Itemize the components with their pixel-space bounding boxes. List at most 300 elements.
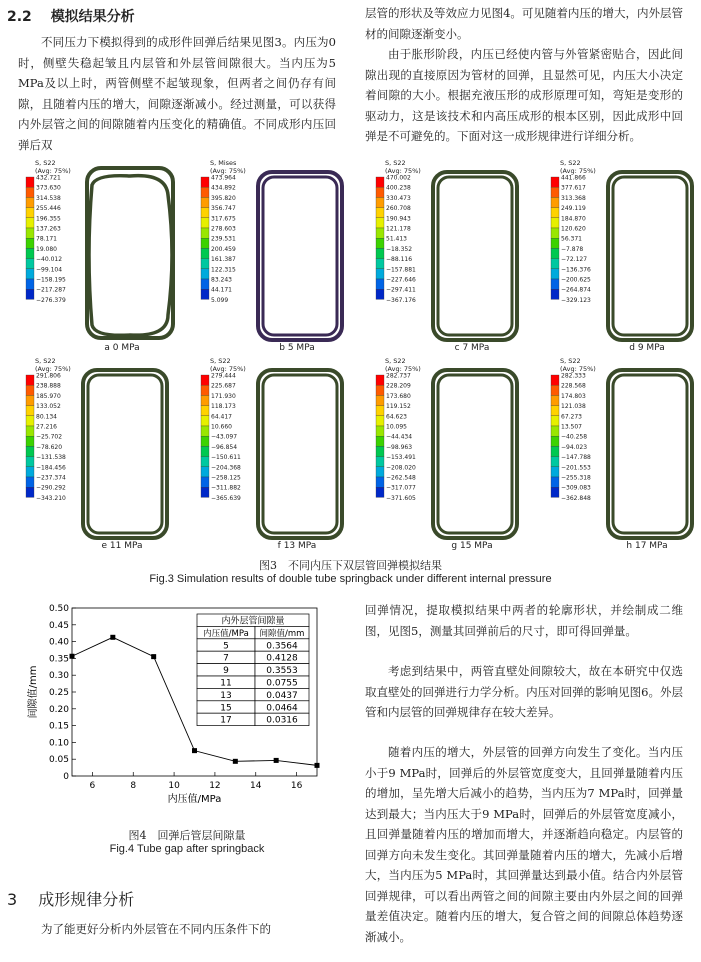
table-value: 13 bbox=[220, 690, 232, 701]
legend-value: 255.446 bbox=[36, 205, 61, 213]
right-bottom-paragraph-2: 考虑到结果中，两管直壁处间隙较大，故在本研究中仅选取直壁处的回弹进行力学分析。内压对回弹的影响见图6。外层管和内层管的回弹规律存在较大差异。 bbox=[365, 664, 683, 719]
legend-color-band bbox=[26, 375, 34, 385]
panel-label: b 5 MPa bbox=[279, 343, 315, 353]
panel-label: d 9 MPa bbox=[629, 343, 665, 353]
panel-label: c 7 MPa bbox=[454, 343, 490, 353]
legend-color-band bbox=[201, 187, 209, 197]
legend-value: 278.603 bbox=[211, 225, 236, 233]
y-tick-label: 0.50 bbox=[48, 604, 69, 614]
x-tick-label: 14 bbox=[250, 781, 262, 791]
legend-color-band bbox=[201, 279, 209, 289]
legend-color-band bbox=[26, 487, 34, 497]
legend-value: 239.531 bbox=[211, 235, 236, 243]
legend-value: 377.617 bbox=[561, 184, 586, 192]
legend-color-band bbox=[201, 248, 209, 258]
legend-color-band bbox=[551, 208, 559, 218]
data-point bbox=[315, 763, 320, 768]
legend-subtitle: (Avg: 75%) bbox=[385, 365, 421, 373]
legend-value: −200.625 bbox=[561, 276, 591, 284]
legend-color-band bbox=[201, 477, 209, 487]
legend-color-band bbox=[26, 177, 34, 187]
legend-color-band bbox=[201, 426, 209, 436]
legend-value: −343.210 bbox=[36, 494, 66, 502]
x-tick-label: 8 bbox=[130, 781, 137, 791]
legend-color-band bbox=[551, 269, 559, 279]
legend-color-band bbox=[26, 197, 34, 207]
legend-value: 133.052 bbox=[36, 403, 61, 411]
legend-color-band bbox=[376, 289, 384, 299]
table-value: 17 bbox=[220, 715, 232, 726]
legend-color-band bbox=[26, 238, 34, 248]
legend-color-band bbox=[551, 446, 559, 456]
legend-value: 260.708 bbox=[386, 205, 411, 213]
legend-value: −262.548 bbox=[386, 474, 416, 482]
legend-color-band bbox=[376, 395, 384, 405]
legend-subtitle: (Avg: 75%) bbox=[35, 167, 71, 175]
legend-color-band bbox=[376, 228, 384, 238]
figure-4-caption-zh: 图4 回弹后管层间隙量 bbox=[128, 829, 246, 842]
legend-value: −297.411 bbox=[386, 286, 416, 294]
legend-color-band bbox=[551, 197, 559, 207]
y-tick-label: 0.25 bbox=[48, 688, 69, 698]
legend-value: 432.721 bbox=[36, 174, 61, 182]
legend-value: −98.963 bbox=[386, 443, 413, 451]
legend-color-band bbox=[551, 416, 559, 426]
legend-color-band bbox=[551, 487, 559, 497]
legend-value: −96.854 bbox=[211, 443, 238, 451]
legend-value: −25.702 bbox=[36, 433, 63, 441]
table-value: 0.4128 bbox=[266, 653, 298, 664]
legend-color-band bbox=[26, 208, 34, 218]
inner-tube bbox=[88, 375, 162, 533]
legend-color-band bbox=[551, 385, 559, 395]
y-tick-label: 0.35 bbox=[48, 654, 69, 665]
data-point bbox=[110, 635, 115, 640]
panel-label: g 15 MPa bbox=[451, 541, 493, 551]
legend-value: 184.870 bbox=[561, 215, 586, 223]
legend-value: 190.943 bbox=[386, 215, 411, 223]
table-header: 间隙值/mm bbox=[259, 628, 305, 639]
legend-title: S, S22 bbox=[385, 357, 406, 365]
legend-color-band bbox=[201, 457, 209, 467]
legend-color-band bbox=[551, 248, 559, 258]
section-number: 3 bbox=[7, 890, 18, 909]
legend-color-band bbox=[26, 436, 34, 446]
legend-value: 80.134 bbox=[36, 413, 57, 421]
legend-color-band bbox=[201, 446, 209, 456]
legend-color-band bbox=[26, 406, 34, 416]
x-tick-label: 10 bbox=[168, 781, 180, 791]
legend-color-band bbox=[26, 446, 34, 456]
inner-tube bbox=[263, 177, 337, 335]
legend-color-band bbox=[201, 259, 209, 269]
legend-value: 441.866 bbox=[561, 174, 586, 182]
legend-value: 51.413 bbox=[386, 235, 407, 243]
legend-value: 330.473 bbox=[386, 194, 411, 202]
legend-color-band bbox=[376, 436, 384, 446]
legend-value: 228.568 bbox=[561, 382, 586, 390]
legend-color-band bbox=[201, 197, 209, 207]
y-axis-label: 间隙值/mm bbox=[28, 665, 39, 719]
table-value: 9 bbox=[223, 666, 229, 677]
outer-tube bbox=[608, 172, 692, 340]
legend-color-band bbox=[26, 279, 34, 289]
outer-tube bbox=[258, 370, 342, 538]
legend-color-band bbox=[201, 375, 209, 385]
legend-color-band bbox=[551, 406, 559, 416]
legend-color-band bbox=[551, 289, 559, 299]
legend-value: 171.930 bbox=[211, 392, 236, 400]
legend-subtitle: (Avg: 75%) bbox=[560, 167, 596, 175]
y-tick-label: 0 bbox=[63, 772, 69, 782]
legend-title: S, S22 bbox=[385, 159, 406, 167]
table-value: 0.3564 bbox=[266, 641, 298, 652]
legend-value: −150.611 bbox=[211, 454, 241, 462]
legend-color-band bbox=[551, 426, 559, 436]
legend-value: 122.315 bbox=[211, 266, 236, 274]
left-top-paragraph: 不同压力下模拟得到的成形件回弹后结果见图3。内压为0时，侧壁失稳起皱且内层管和外层管间隙很大。当内压为5 MPa及以上时，两管侧壁不起皱现象，但两者之间仍存有间隙，且随着内压的增大，间隙逐渐减小。经过测量，可以获得内外层管之间的间隙随着内压变化的精确值。不同成形内压回弹后双 bbox=[18, 35, 336, 152]
legend-value: 27.216 bbox=[36, 423, 57, 431]
table-value: 0.0755 bbox=[266, 678, 298, 689]
panel-label: h 17 MPa bbox=[626, 541, 668, 551]
legend-value: −201.553 bbox=[561, 464, 591, 472]
legend-color-band bbox=[201, 406, 209, 416]
legend-value: −78.620 bbox=[36, 443, 63, 451]
legend-value: 282.737 bbox=[386, 372, 411, 380]
legend-color-band bbox=[376, 446, 384, 456]
legend-value: 196.355 bbox=[36, 215, 61, 223]
data-point bbox=[233, 759, 238, 764]
legend-value: 10.095 bbox=[386, 423, 407, 431]
legend-title: S, S22 bbox=[35, 357, 56, 365]
legend-value: −88.116 bbox=[386, 256, 413, 264]
outer-tube bbox=[87, 168, 173, 338]
legend-color-band bbox=[551, 259, 559, 269]
y-tick-label: 0.10 bbox=[48, 738, 69, 749]
outer-tube bbox=[83, 370, 167, 538]
panel-label: a 0 MPa bbox=[104, 343, 140, 353]
data-point bbox=[274, 758, 279, 763]
table-value: 0.0316 bbox=[266, 715, 298, 726]
legend-color-band bbox=[201, 228, 209, 238]
legend-color-band bbox=[26, 218, 34, 228]
legend-color-band bbox=[376, 477, 384, 487]
legend-subtitle: (Avg: 75%) bbox=[560, 365, 596, 373]
legend-value: 121.038 bbox=[561, 403, 586, 411]
figure-3-panel bbox=[376, 159, 517, 353]
inner-tube bbox=[613, 375, 687, 533]
legend-color-band bbox=[551, 187, 559, 197]
data-point bbox=[70, 654, 75, 659]
legend-color-band bbox=[376, 197, 384, 207]
legend-value: 121.178 bbox=[386, 225, 411, 233]
inner-tube bbox=[89, 176, 172, 336]
legend-value: 185.970 bbox=[36, 392, 61, 400]
legend-value: −158.195 bbox=[36, 276, 66, 284]
right-top-paragraph-1: 层管的形状及等效应力见图4。可见随着内压的增大，内外层管材的间隙逐渐变小。 bbox=[365, 6, 683, 41]
legend-color-band bbox=[376, 487, 384, 497]
section-number: 2.2 bbox=[7, 9, 32, 25]
right-bottom-paragraph-3: 随着内压的增大，外层管的回弹方向发生了变化。当内压小于9 MPa时，回弹后的外层管宽度变大，且回弹量随着内压的增加，呈先增大后减小的趋势，当内压为7 MPa时，回弹量达到最大；当内压大于9 MPa时，回弹后的外层管宽度减小，且回弹量随着内压的增加而增大，并逐渐趋向稳定。内层管的回弹方向未发生变化。其回弹量随着内压的增大，先减小后增大，当内压为5 MPa时，其回弹量达到最小值。结合内外层管回弹规律，可以看出两管之间的间隙主要由内外层之间的回弹量差值决定。随着内压的增大，复合管之间的间隙总体趋势逐渐减小。 bbox=[365, 745, 683, 944]
legend-color-band bbox=[201, 487, 209, 497]
panel-label: e 11 MPa bbox=[101, 541, 143, 551]
legend-color-band bbox=[26, 457, 34, 467]
inner-tube bbox=[263, 375, 337, 533]
legend-color-band bbox=[26, 259, 34, 269]
outer-tube bbox=[433, 370, 517, 538]
data-point bbox=[151, 654, 156, 659]
legend-color-band bbox=[376, 269, 384, 279]
y-tick-label: 0.45 bbox=[48, 620, 69, 631]
legend-color-band bbox=[551, 279, 559, 289]
legend-value: 173.680 bbox=[386, 392, 411, 400]
legend-value: −276.379 bbox=[36, 296, 66, 304]
legend-value: −367.176 bbox=[386, 296, 416, 304]
table-value: 11 bbox=[220, 678, 232, 689]
legend-value: −365.639 bbox=[211, 494, 241, 502]
figure-3-panel bbox=[201, 159, 342, 353]
legend-color-band bbox=[201, 395, 209, 405]
figure-3-panel bbox=[551, 357, 692, 551]
legend-value: −227.646 bbox=[386, 276, 416, 284]
legend-title: S, Mises bbox=[210, 159, 237, 167]
legend-title: S, S22 bbox=[35, 159, 56, 167]
table-value: 7 bbox=[223, 653, 229, 664]
legend-value: −204.368 bbox=[211, 464, 241, 472]
legend-color-band bbox=[26, 269, 34, 279]
legend-value: −371.605 bbox=[386, 494, 416, 502]
legend-color-band bbox=[376, 187, 384, 197]
y-tick-label: 0.15 bbox=[48, 721, 69, 732]
legend-value: 314.538 bbox=[36, 194, 61, 202]
outer-tube bbox=[433, 172, 517, 340]
legend-color-band bbox=[551, 467, 559, 477]
y-tick-label: 0.40 bbox=[48, 637, 69, 648]
legend-value: 78.171 bbox=[36, 235, 57, 243]
section-title: 模拟结果分析 bbox=[50, 9, 135, 25]
inner-tube bbox=[438, 177, 512, 335]
y-tick-label: 0.05 bbox=[48, 755, 69, 766]
legend-value: −329.123 bbox=[561, 296, 591, 304]
legend-color-band bbox=[376, 218, 384, 228]
legend-color-band bbox=[26, 416, 34, 426]
right-bottom-paragraph-1: 回弹情况，提取模拟结果中两者的轮廓形状，并绘制成二维图，见图5，测量其回弹前后的尺寸，即可得回弹量。 bbox=[365, 603, 683, 638]
legend-value: −94.023 bbox=[561, 443, 588, 451]
legend-color-band bbox=[376, 375, 384, 385]
legend-value: −72.127 bbox=[561, 256, 588, 264]
figure-4-caption-en: Fig.4 Tube gap after springback bbox=[109, 843, 265, 855]
legend-color-band bbox=[551, 395, 559, 405]
legend-value: 291.806 bbox=[36, 372, 61, 380]
legend-color-band bbox=[201, 416, 209, 426]
legend-value: −18.352 bbox=[386, 245, 413, 253]
legend-value: 317.675 bbox=[211, 215, 236, 223]
legend-color-band bbox=[376, 426, 384, 436]
table-value: 0.3553 bbox=[266, 666, 298, 677]
legend-value: 118.173 bbox=[211, 403, 236, 411]
legend-color-band bbox=[201, 436, 209, 446]
legend-value: 225.687 bbox=[211, 382, 236, 390]
y-tick-label: 0.30 bbox=[48, 671, 69, 682]
legend-color-band bbox=[551, 238, 559, 248]
panel-label: f 13 MPa bbox=[277, 541, 317, 551]
legend-color-band bbox=[376, 457, 384, 467]
legend-color-band bbox=[26, 385, 34, 395]
legend-color-band bbox=[26, 248, 34, 258]
legend-value: 473.964 bbox=[211, 174, 236, 182]
legend-value: 64.623 bbox=[386, 413, 407, 421]
legend-color-band bbox=[551, 177, 559, 187]
table-value: 5 bbox=[223, 641, 229, 652]
legend-value: −290.292 bbox=[36, 484, 66, 492]
legend-color-band bbox=[201, 467, 209, 477]
legend-color-band bbox=[201, 238, 209, 248]
legend-value: 470.002 bbox=[386, 174, 411, 182]
legend-subtitle: (Avg: 75%) bbox=[210, 167, 246, 175]
x-tick-label: 16 bbox=[290, 781, 303, 791]
legend-subtitle: (Avg: 75%) bbox=[210, 365, 246, 373]
legend-value: 13.507 bbox=[561, 423, 582, 431]
legend-value: 400.238 bbox=[386, 184, 411, 192]
outer-tube bbox=[608, 370, 692, 538]
figure-3-panel bbox=[26, 357, 167, 551]
legend-subtitle: (Avg: 75%) bbox=[385, 167, 421, 175]
legend-color-band bbox=[551, 477, 559, 487]
legend-color-band bbox=[26, 467, 34, 477]
x-tick-label: 12 bbox=[209, 781, 221, 791]
figure-3-panel bbox=[201, 357, 342, 551]
table-header: 内压值/MPa bbox=[203, 628, 249, 639]
y-tick-label: 0.20 bbox=[48, 704, 69, 715]
section-title: 成形规律分析 bbox=[38, 890, 135, 909]
outer-tube bbox=[258, 172, 342, 340]
legend-color-band bbox=[201, 208, 209, 218]
legend-value: 249.119 bbox=[561, 205, 586, 213]
legend-value: 83.243 bbox=[211, 276, 232, 284]
legend-value: 19.080 bbox=[36, 245, 57, 253]
legend-color-band bbox=[551, 436, 559, 446]
legend-value: 5.099 bbox=[211, 296, 229, 304]
legend-value: 238.888 bbox=[36, 382, 61, 390]
figure-3-panel bbox=[26, 159, 173, 353]
legend-value: 174.803 bbox=[561, 392, 586, 400]
legend-value: −317.077 bbox=[386, 484, 416, 492]
legend-color-band bbox=[26, 426, 34, 436]
legend-value: −136.376 bbox=[561, 266, 591, 274]
legend-color-band bbox=[26, 395, 34, 405]
legend-color-band bbox=[376, 279, 384, 289]
x-tick-label: 6 bbox=[89, 781, 96, 791]
legend-title: S, S22 bbox=[210, 357, 231, 365]
legend-color-band bbox=[551, 457, 559, 467]
legend-color-band bbox=[376, 238, 384, 248]
legend-value: −99.104 bbox=[36, 266, 63, 274]
legend-value: 64.417 bbox=[211, 413, 232, 421]
legend-color-band bbox=[551, 228, 559, 238]
legend-value: 119.152 bbox=[386, 403, 411, 411]
legend-value: −237.374 bbox=[36, 474, 66, 482]
legend-color-band bbox=[201, 385, 209, 395]
legend-value: 373.630 bbox=[36, 184, 61, 192]
legend-color-band bbox=[376, 467, 384, 477]
legend-value: 44.171 bbox=[211, 286, 232, 294]
legend-value: −157.881 bbox=[386, 266, 416, 274]
legend-value: 120.620 bbox=[561, 225, 586, 233]
legend-color-band bbox=[26, 477, 34, 487]
legend-color-band bbox=[201, 218, 209, 228]
legend-color-band bbox=[26, 228, 34, 238]
legend-color-band bbox=[376, 177, 384, 187]
legend-color-band bbox=[376, 259, 384, 269]
legend-value: 279.444 bbox=[211, 372, 236, 380]
figure-4-gap-chart bbox=[22, 598, 352, 828]
data-point bbox=[192, 748, 197, 753]
legend-color-band bbox=[551, 375, 559, 385]
table-value: 0.0464 bbox=[266, 703, 298, 714]
legend-value: 200.459 bbox=[211, 245, 236, 253]
legend-value: −258.125 bbox=[211, 474, 241, 482]
legend-value: 313.368 bbox=[561, 194, 586, 202]
legend-value: −208.020 bbox=[386, 464, 416, 472]
legend-value: 434.892 bbox=[211, 184, 236, 192]
right-top-paragraph-2: 由于胀形阶段，内压已经使内管与外管紧密贴合，因此间隙出现的直接原因为管材的回弹，且显然可见，内压大小决定着间隙的大小。根据充液压形的成形原理可知，弯矩是变形的驱动力，这是该技术和内高压成形的根本区别，因此成形中回弹是不可避免的。下面对这一成形规律进行详细分析。 bbox=[365, 47, 683, 143]
legend-value: 356.747 bbox=[211, 205, 236, 213]
legend-value: −147.788 bbox=[561, 454, 591, 462]
legend-color-band bbox=[376, 248, 384, 258]
legend-color-band bbox=[376, 385, 384, 395]
legend-value: −44.434 bbox=[386, 433, 413, 441]
legend-value: −131.538 bbox=[36, 454, 66, 462]
legend-value: 56.371 bbox=[561, 235, 582, 243]
legend-color-band bbox=[376, 208, 384, 218]
section-heading-2-2 bbox=[7, 6, 135, 26]
legend-value: 395.820 bbox=[211, 194, 236, 202]
figure-3-caption-zh: 图3 不同内压下双层管回弹模拟结果 bbox=[259, 559, 442, 572]
legend-title: S, S22 bbox=[560, 159, 581, 167]
legend-value: −362.848 bbox=[561, 494, 591, 502]
table-title: 内外层管间隙量 bbox=[221, 616, 285, 627]
section-heading-3 bbox=[7, 887, 134, 910]
legend-color-band bbox=[551, 218, 559, 228]
figure-3-panel bbox=[376, 357, 517, 551]
legend-color-band bbox=[201, 177, 209, 187]
legend-value: −7.878 bbox=[561, 245, 584, 253]
legend-color-band bbox=[26, 289, 34, 299]
legend-color-band bbox=[376, 416, 384, 426]
figure-3-simulation-results bbox=[0, 155, 701, 595]
left-bottom-paragraph: 为了能更好分析内外层管在不同内压条件下的 bbox=[41, 922, 271, 936]
legend-color-band bbox=[376, 406, 384, 416]
legend-color-band bbox=[201, 289, 209, 299]
legend-value: −311.882 bbox=[211, 484, 241, 492]
figure-3-caption-en: Fig.3 Simulation results of double tube springback under different internal pressure bbox=[149, 573, 552, 585]
legend-value: 67.273 bbox=[561, 413, 582, 421]
legend-subtitle: (Avg: 75%) bbox=[35, 365, 71, 373]
legend-value: −255.318 bbox=[561, 474, 591, 482]
legend-value: −153.491 bbox=[386, 454, 416, 462]
legend-color-band bbox=[201, 269, 209, 279]
legend-value: −184.456 bbox=[36, 464, 66, 472]
legend-value: −40.258 bbox=[561, 433, 588, 441]
legend-value: −43.097 bbox=[211, 433, 238, 441]
legend-value: 161.387 bbox=[211, 256, 236, 264]
legend-value: 137.263 bbox=[36, 225, 61, 233]
legend-value: 228.209 bbox=[386, 382, 411, 390]
inner-tube bbox=[438, 375, 512, 533]
legend-value: −309.083 bbox=[561, 484, 591, 492]
legend-color-band bbox=[26, 187, 34, 197]
legend-value: −217.287 bbox=[36, 286, 66, 294]
